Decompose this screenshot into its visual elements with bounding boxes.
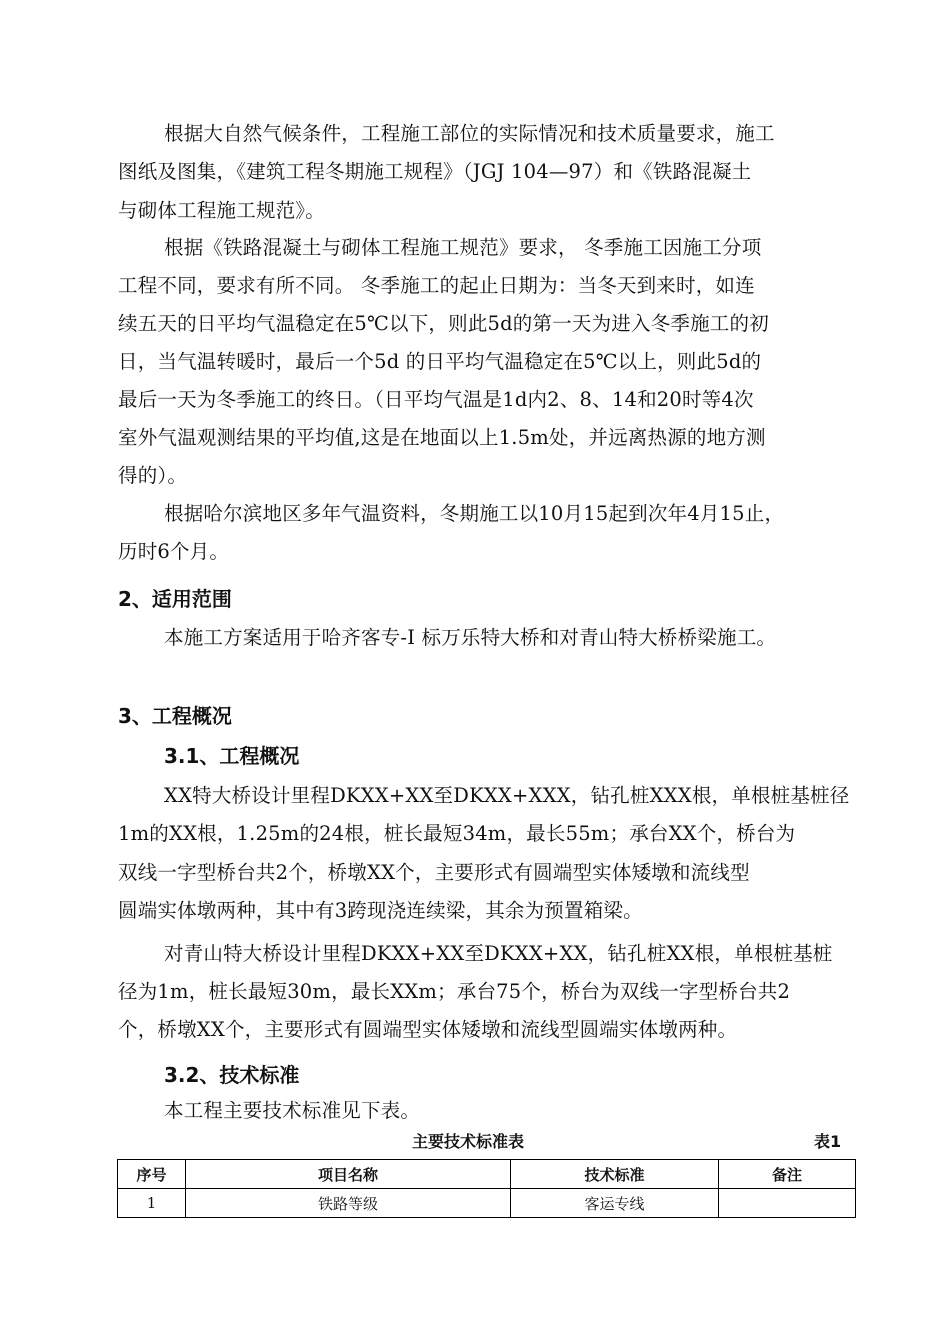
paragraph-line: XX特大桥设计里程DKXX+XX至DKXX+XXX，钻孔桩XXX根，单根桩基桩径 (164, 784, 850, 807)
paragraph-line: 图纸及图集，《建筑工程冬期施工规程》（JGJ 104—97）和《铁路混凝土 (118, 160, 752, 183)
paragraph-line: 日，当气温转暖时，最后一个5d 的日平均气温稳定在5℃以上，则此5d的 (118, 350, 762, 373)
section-heading: 2、适用范围 (118, 587, 232, 611)
table-row (118, 1189, 856, 1218)
paragraph-line: 双线一字型桥台共2个，桥墩XX个，主要形式有圆端型实体矮墩和流线型 (118, 861, 750, 884)
table-cell: 客运专线 (511, 1189, 719, 1218)
subsection-heading: 3.1、工程概况 (164, 744, 300, 768)
paragraph-line: 个，桥墩XX个，主要形式有圆端型实体矮墩和流线型圆端实体墩两种。 (118, 1018, 738, 1041)
paragraph-line: 圆端实体墩两种，其中有3跨现浇连续梁，其余为预置箱梁。 (118, 899, 643, 922)
table-number: 表1 (814, 1132, 842, 1151)
tech-standard-table (117, 1159, 856, 1218)
paragraph-line: 对青山特大桥设计里程DKXX+XX至DKXX+XX，钻孔桩XX根，单根桩基桩 (164, 942, 833, 965)
paragraph-line: 室外气温观测结果的平均值,这是在地面以上1.5m处，并远离热源的地方测 (118, 426, 766, 449)
paragraph-line: 根据《铁路混凝土与砌体工程施工规范》要求， 冬季施工因施工分项 (164, 236, 762, 259)
table-cell: 1 (118, 1189, 186, 1218)
paragraph-line: 与砌体工程施工规范》。 (118, 199, 325, 222)
paragraph-line: 1m的XX根，1.25m的24根，桩长最短34m，最长55m；承台XX个，桥台为 (118, 822, 796, 845)
table-title: 主要技术标准表 (412, 1132, 525, 1151)
paragraph-line: 本工程主要技术标准见下表。 (164, 1099, 421, 1122)
column-header: 项目名称 (186, 1160, 511, 1189)
paragraph-line: 历时6个月。 (118, 540, 230, 563)
column-header: 序号 (118, 1160, 186, 1189)
paragraph-line: 根据大自然气候条件，工程施工部位的实际情况和技术质量要求，施工 (164, 122, 775, 145)
table-cell (719, 1189, 856, 1218)
paragraph-line: 工程不同，要求有所不同。 冬季施工的起止日期为：当冬天到来时，如连 (118, 274, 755, 297)
column-header: 备注 (719, 1160, 856, 1189)
paragraph-line: 最后一天为冬季施工的终日。（日平均气温是1d内2、8、14和20时等4次 (118, 388, 754, 411)
paragraph-line: 得的）。 (118, 464, 188, 487)
paragraph-line: 本施工方案适用于哈齐客专-Ⅰ 标万乐特大桥和对青山特大桥桥梁施工。 (164, 626, 777, 649)
paragraph-line: 根据哈尔滨地区多年气温资料，冬期施工以10月15起到次年4月15止， (164, 502, 785, 525)
table-header-row (118, 1160, 856, 1189)
subsection-heading: 3.2、技术标准 (164, 1063, 300, 1087)
table-cell: 铁路等级 (186, 1189, 511, 1218)
paragraph-line: 续五天的日平均气温稳定在5℃以下，则此5d的第一天为进入冬季施工的初 (118, 312, 769, 335)
paragraph-line: 径为1m，桩长最短30m，最长XXm；承台75个，桥台为双线一字型桥台共2 (118, 980, 791, 1003)
column-header: 技术标准 (511, 1160, 719, 1189)
section-heading: 3、工程概况 (118, 704, 232, 728)
